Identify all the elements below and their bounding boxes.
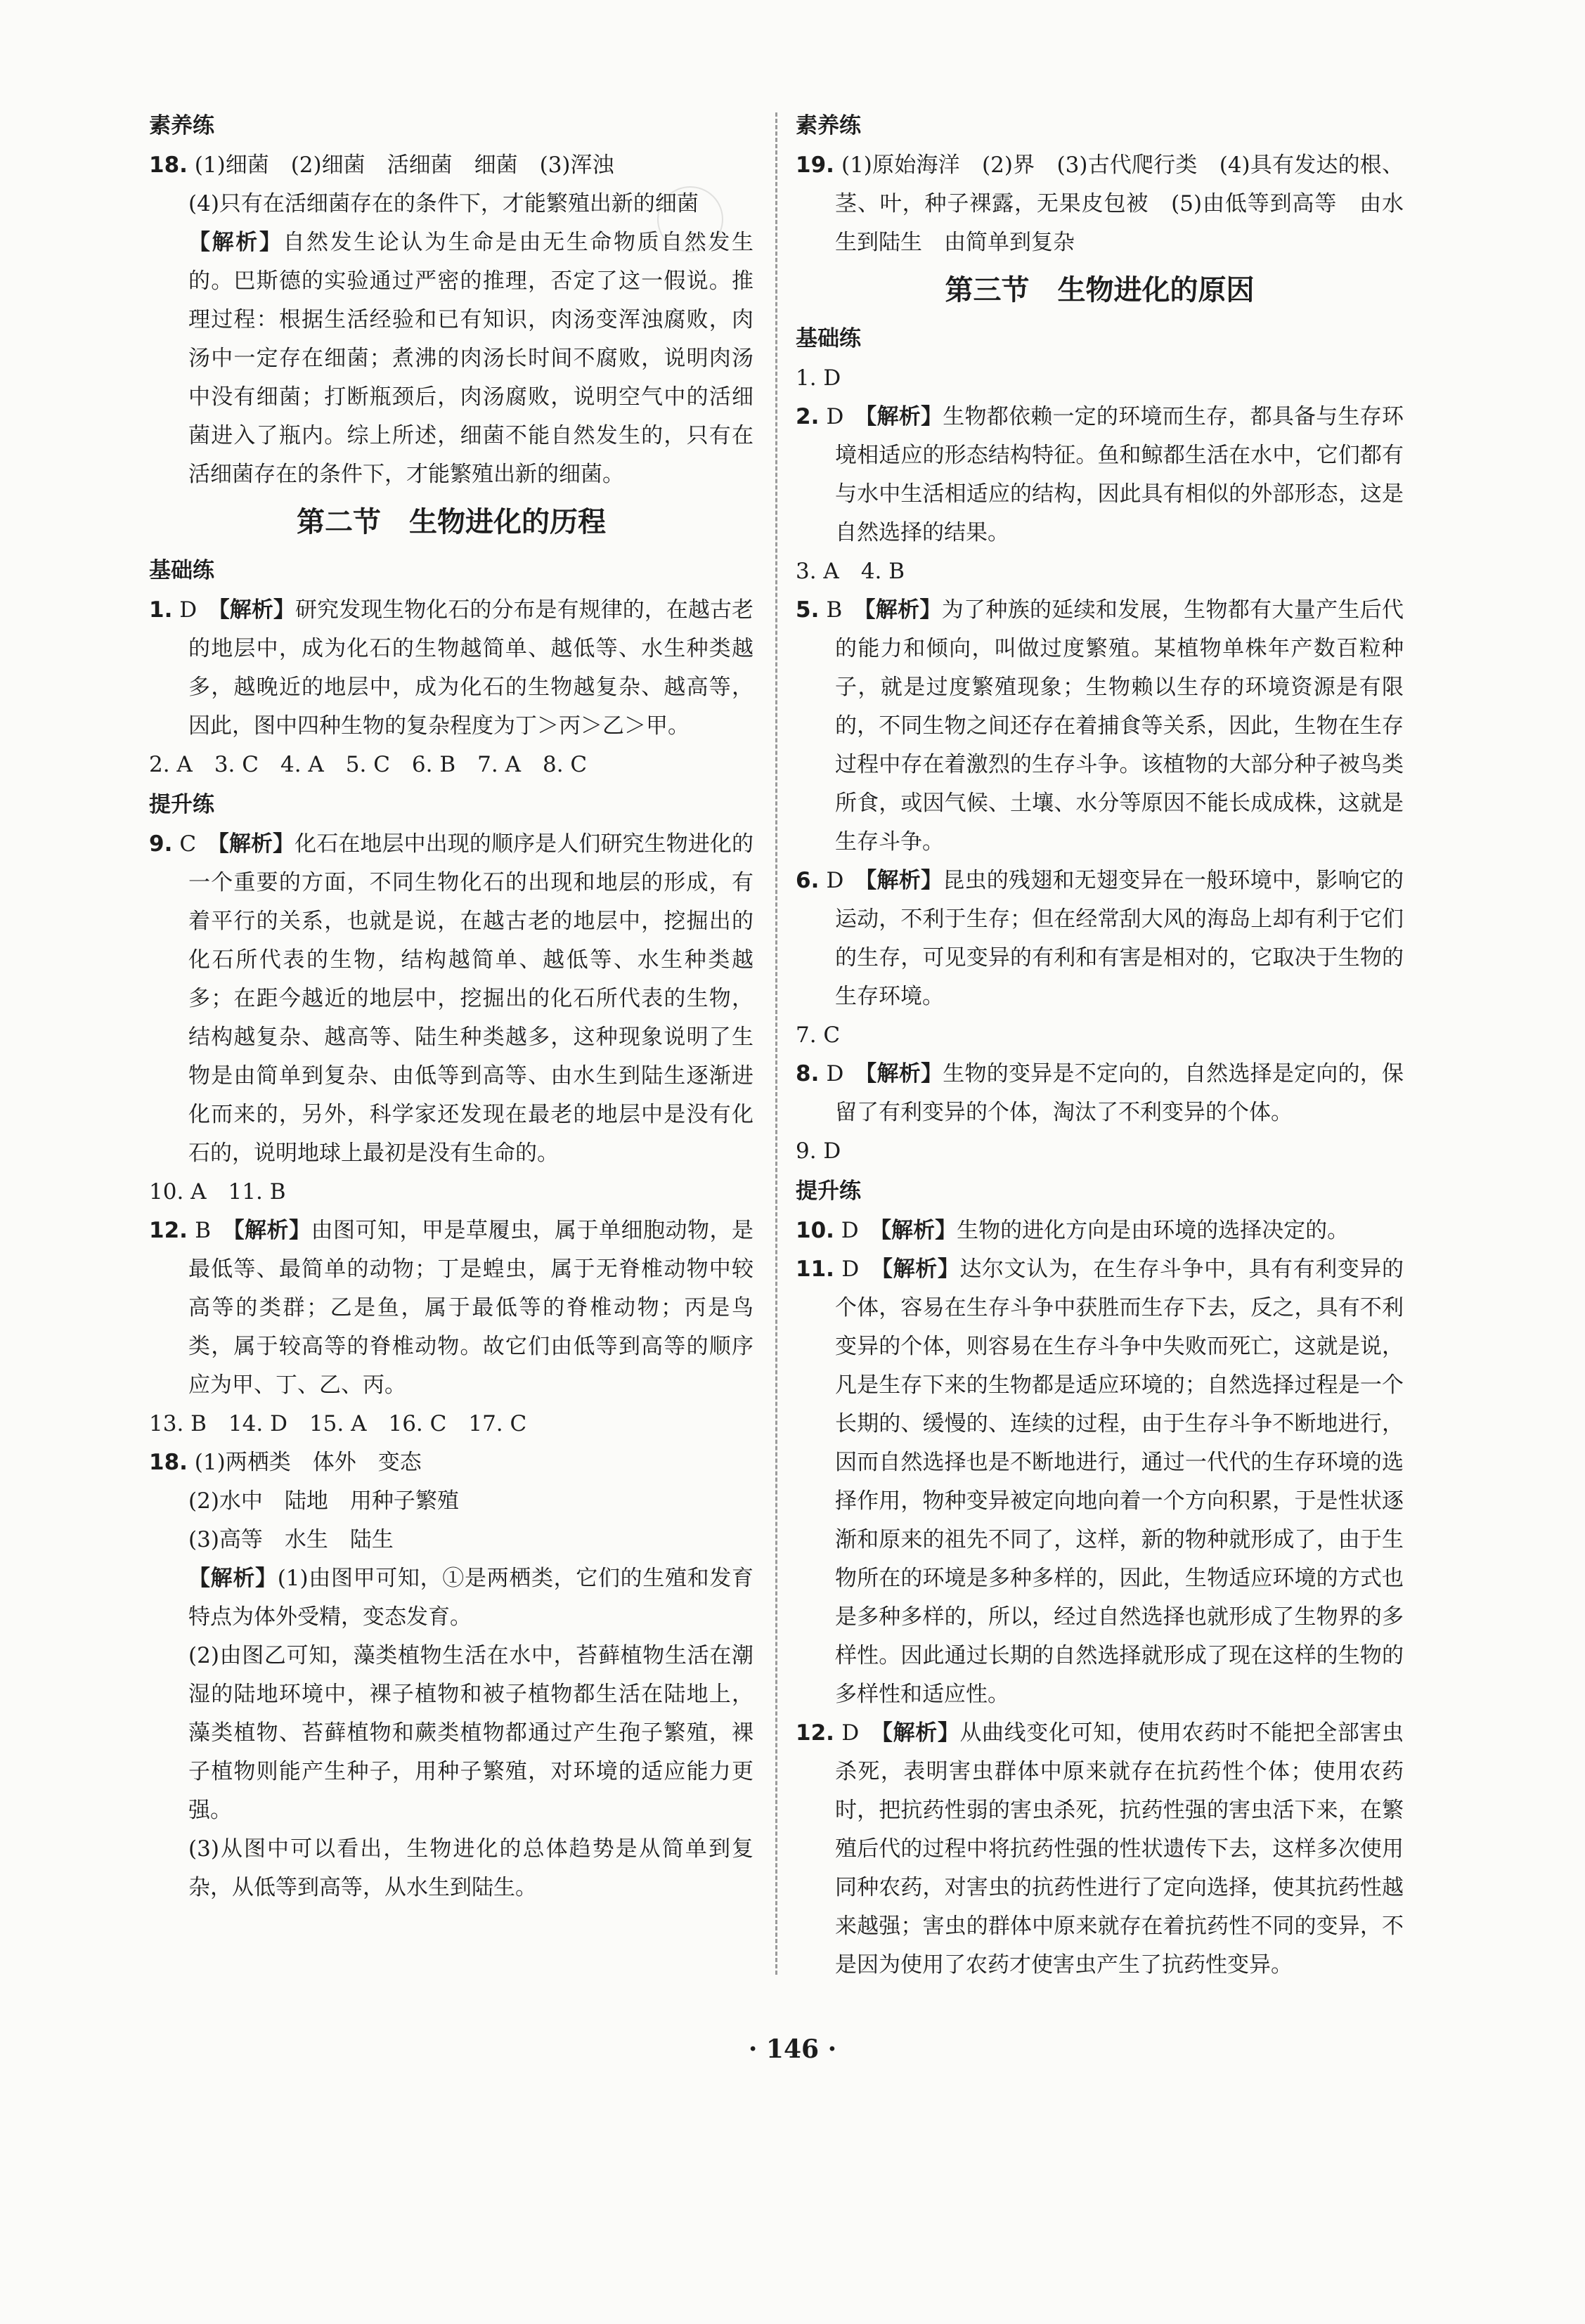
answer-item: 18. (1)两栖类 体外 变态	[149, 1450, 422, 1475]
answer-item: 12. D 【解析】从曲线变化可知，使用农药时不能把全部害虫杀死，表明害虫群体中原来就存在抗药性个体；使用农药时，把抗药性弱的害虫杀死，抗药性强的害虫活下来，在繁殖后代的过程中将抗药性强的性状遗传下去，这样多次使用同种农药，对害虫的抗药性进行了定向选择，使其抗药性越来越强；害虫的群体中原来就存在着抗药性不同的变异，不是因为使用了农药才使害虫产生了抗药性变异。	[796, 1720, 1404, 1978]
answer-row: 13. B 14. D 15. A 16. C 17. C	[149, 1411, 527, 1436]
answer-row: 10. A 11. B	[149, 1179, 286, 1205]
answer-item: 19. (1)原始海洋 (2)界 (3)古代爬行类 (4)具有发达的根、茎、叶，种子裸露，无果皮包被 (5)由低等到高等 由水生到陆生 由简单到复杂	[796, 152, 1404, 255]
answer-line: (2)水中 陆地 用种子繁殖	[188, 1488, 459, 1514]
section-label: 素养练	[796, 113, 861, 138]
analysis: 【解析】自然发生论认为生命是由无生命物质自然发生的。巴斯德的实验通过严密的推理，否定了这一假说。推理过程：根据生活经验和已有知识，肉汤变浑浊腐败，肉汤中一定存在细菌；煮沸的肉汤长时间不腐败，说明肉汤中没有细菌；打断瓶颈后，肉汤腐败，说明空气中的活细菌进入了瓶内。综上所述，细菌不能自然发生的，只有在活细菌存在的条件下，才能繁殖出新的细菌。	[188, 230, 754, 487]
answer-item: 9. C 【解析】化石在地层中出现的顺序是人们研究生物进化的一个重要的方面，不同生物化石的出现和地层的形成，有着平行的关系，也就是说，在越古老的地层中，挖掘出的化石所代表的生物，结构越简单、越低等、水生种类越多；在距今越近的地层中，挖掘出的化石所代表的生物，结构越复杂、越高等、陆生种类越多，这种现象说明了生物是由简单到复杂、由低等到高等、由水生到陆生逐渐进化而来的，另外，科学家还发现在最老的地层中是没有化石的，说明地球上最初是没有生命的。	[149, 831, 754, 1166]
section-label: 基础练	[796, 326, 861, 351]
page-number: · 146 ·	[748, 2034, 837, 2064]
answer-row: 9. D	[796, 1138, 841, 1164]
answer-item: 6. D 【解析】昆虫的残翅和无翅变异在一般环境中，影响它的运动，不利于生存；但在经常刮大风的海岛上却有利于它们的生存，可见变异的有利和有害是相对的，它取决于生物的生存环境。	[796, 868, 1404, 1009]
section-label: 提升练	[796, 1179, 861, 1204]
analysis: (2)由图乙可知，藻类植物生活在水中，苔藓植物生活在潮湿的陆地环境中，裸子植物和被子植物都生活在陆地上，藻类植物、苔藓植物和蕨类植物都通过产生孢子繁殖，裸子植物则能产生种子，用种子繁殖，对环境的适应能力更强。	[188, 1643, 753, 1823]
answer-item: 8. D 【解析】生物的变异是不定向的，自然选择是定向的，保留了有利变异的个体，淘汰了不利变异的个体。	[796, 1061, 1404, 1125]
answer-row: 7. C	[796, 1023, 841, 1048]
analysis: (3)从图中可以看出，生物进化的总体趋势是从简单到复杂，从低等到高等，从水生到陆生。	[188, 1836, 753, 1900]
answer-row: 3. A 4. B	[796, 559, 905, 584]
answer-item: 2. D 【解析】生物都依赖一定的环境而生存，都具备与生存环境相适应的形态结构特征。鱼和鲸都生活在水中，它们都有与水中生活相适应的结构，因此具有相似的外部形态，这是自然选择的结果。	[796, 404, 1404, 545]
answer-row: 1. D	[796, 365, 841, 391]
section-label: 基础练	[149, 558, 214, 583]
answer-line: (4)只有在活细菌存在的条件下，才能繁殖出新的细菌	[188, 191, 699, 216]
answer-item: 18. (1)细菌 (2)细菌 活细菌 细菌 (3)浑浊	[149, 152, 614, 178]
analysis: 【解析】(1)由图甲可知，①是两栖类，它们的生殖和发育特点为体外受精，变态发育。	[188, 1566, 753, 1630]
section-label: 素养练	[149, 113, 214, 138]
answer-item: 10. D 【解析】生物的进化方向是由环境的选择决定的。	[796, 1218, 1350, 1243]
answer-item: 12. B 【解析】由图可知，甲是草履虫，属于单细胞动物，是最低等、最简单的动物；丁是蝗虫，属于无脊椎动物中较高等的类群；乙是鱼，属于最低等的脊椎动物；丙是鸟类，属于较高等的脊椎动物。故它们由低等到高等的顺序应为甲、丁、乙、丙。	[149, 1218, 754, 1398]
answer-item: 1. D 【解析】研究发现生物化石的分布是有规律的，在越古老的地层中，成为化石的生物越简单、越低等、水生种类越多，越晚近的地层中，成为化石的生物越复杂、越高等，因此，图中四种生物的复杂程度为丁＞丙＞乙＞甲。	[149, 597, 754, 739]
answer-item: 11. D 【解析】达尔文认为，在生存斗争中，具有有利变异的个体，容易在生存斗争中获胜而生存下去，反之，具有不利变异的个体，则容易在生存斗争中失败而死亡，这就是说，凡是生存下来的生物都是适应环境的；自然选择过程是一个长期的、缓慢的、连续的过程，由于生存斗争不断地进行，因而自然选择也是不断地进行，通过一代代的生存环境的选择作用，物种变异被定向地向着一个方向积累，于是性状逐渐和原来的祖先不同了，这样，新的物种就形成了，由于生物所在的环境是多种多样的，因此，生物适应环境的方式也是多种多样的，所以，经过自然选择也就形成了生物界的多样性。因此通过长期的自然选择就形成了现在这样的生物的多样性和适应性。	[796, 1257, 1404, 1707]
answer-row: 2. A 3. C 4. A 5. C 6. B 7. A 8. C	[149, 752, 588, 777]
chapter-heading: 第二节 生物进化的历程	[297, 506, 606, 538]
left-column	[149, 105, 753, 1907]
right-column	[796, 105, 1404, 1985]
chapter-heading: 第三节 生物进化的原因	[945, 274, 1255, 306]
section-label: 提升练	[149, 792, 214, 817]
column-divider	[775, 112, 777, 1975]
answer-item: 5. B 【解析】为了种族的延续和发展，生物都有大量产生后代的能力和倾向，叫做过度繁殖。某植物单株年产数百粒种子，就是过度繁殖现象；生物赖以生存的环境资源是有限的，不同生物之间还存在着捕食等关系，因此，生物在生存过程中存在着激烈的生存斗争。该植物的大部分种子被鸟类所食，或因气候、土壤、水分等原因不能长成成株，这就是生存斗争。	[796, 597, 1404, 855]
answer-line: (3)高等 水生 陆生	[188, 1527, 394, 1552]
